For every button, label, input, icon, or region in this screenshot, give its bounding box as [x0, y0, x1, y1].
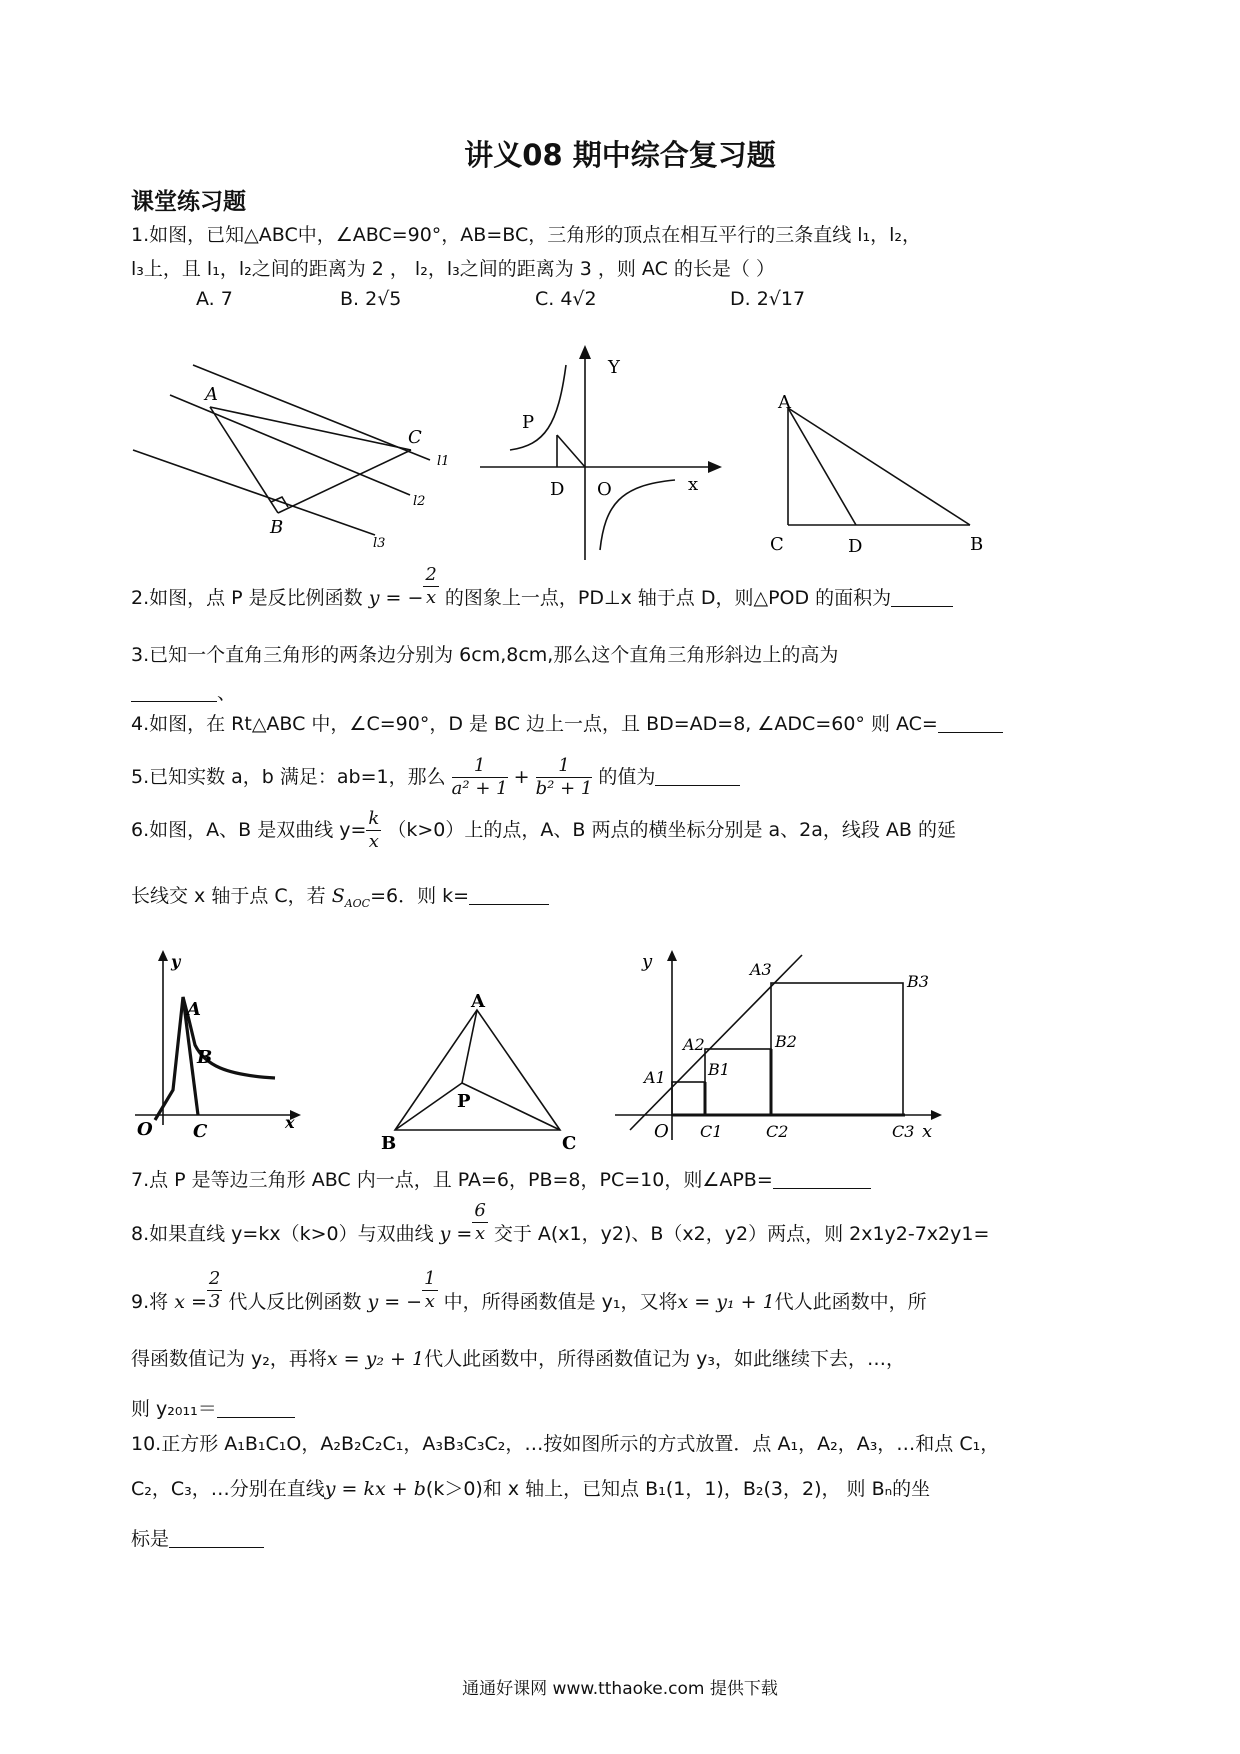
- answer-blank-9[interactable]: [217, 1399, 295, 1418]
- question-6-line2: 长线交 x 轴于点 C，若 $S_{AOC}=6$．则 k=: [131, 884, 549, 916]
- label-y: y: [642, 951, 653, 972]
- label-l2: l2: [413, 494, 426, 509]
- label-d: D: [550, 479, 565, 500]
- question-1-line2: l₃上，且 l₁，l₂之间的距离为 2 ， l₂，l₃之间的距离为 3 ，则 AC 的长是（ ）: [131, 258, 775, 280]
- x-axis-arrow: [708, 461, 722, 473]
- answer-blank-10[interactable]: [169, 1529, 264, 1548]
- label-o: O: [654, 1121, 669, 1142]
- label-a: A: [471, 991, 485, 1012]
- label-c: C: [562, 1133, 577, 1154]
- label-b: B: [970, 534, 984, 555]
- answer-blank-4[interactable]: [938, 714, 1003, 733]
- option-d: D. 2√17: [730, 288, 806, 310]
- figure-squares-on-line: [610, 945, 950, 1145]
- figure-parallel-lines-triangle: [125, 355, 455, 565]
- section-heading: 课堂练习题: [131, 189, 246, 215]
- segment-po: [557, 435, 585, 467]
- question-9-line1: 9.将 x = $\frac{2}{3}$ 代人反比例函数 y = − $\frac{1}{x}$ 中，所得函数值是 y₁，又将x = y₁ + 1代人此函数中，所: [131, 1268, 927, 1313]
- square-1: [672, 1082, 705, 1115]
- question-10-line2: C₂，C₃，…分别在直线y = kx + b(k＞0)和 x 轴上，已知点 B₁(1，1)，B₂(3，2)， 则 Bₙ的坐: [131, 1478, 931, 1500]
- option-a: A. 7: [196, 288, 233, 310]
- segment-ac: [210, 407, 411, 450]
- label-o: O: [597, 479, 612, 500]
- label-b: B: [270, 517, 284, 538]
- curve: [155, 997, 275, 1120]
- label-a: A: [205, 384, 218, 405]
- question-6-line1: 6.如图，A、B 是双曲线 y= $\frac{k}{x}$ （k>0）上的点，A、B 两点的横坐标分别是 a、2a，线段 AB 的延: [131, 808, 956, 852]
- label-y: Y: [608, 357, 620, 378]
- label-b1: B1: [708, 1060, 730, 1079]
- label-x: x: [688, 474, 699, 495]
- label-c: C: [770, 534, 784, 555]
- label-y: y: [171, 952, 181, 971]
- question-9-line2: 得函数值记为 y₂，再将x = y₂ + 1代人此函数中，所得函数值记为 y₃，如此继续下去，…，: [131, 1348, 905, 1370]
- label-a1: A1: [644, 1068, 666, 1087]
- question-2: 2.如图，点 P 是反比例函数 y = − $\frac{2}{x}$ 的图象上一点，PD⊥x 轴于点 D，则△POD 的面积为: [131, 586, 953, 610]
- label-c2: C2: [766, 1122, 789, 1141]
- question-4: 4.如图，在 Rt△ABC 中，∠C=90°，D 是 BC 边上一点，且 BD=AD=8, ∠ADC=60° 则 AC=: [131, 712, 1003, 736]
- label-l1: l1: [437, 454, 450, 469]
- question-1-line1: 1.如图，已知△ABC中，∠ABC=90°，AB=BC，三角形的顶点在相互平行的三条直线 l₁，l₂，: [131, 224, 922, 246]
- label-b: B: [381, 1133, 397, 1154]
- page-title: 讲义08 期中综合复习题: [464, 138, 776, 172]
- answer-blank-6[interactable]: [469, 886, 549, 905]
- answer-blank-3[interactable]: [131, 683, 217, 702]
- segment-ab: [210, 407, 278, 513]
- label-a2: A2: [683, 1035, 705, 1054]
- question-8: 8.如果直线 y=kx（k>0）与双曲线 y = $\frac{6}{x}$ 交于 A(x1，y2)、B（x2，y2）两点，则 2x1y2-7x2y1=: [131, 1200, 990, 1245]
- label-b3: B3: [907, 972, 929, 991]
- answer-blank-7[interactable]: [773, 1170, 871, 1189]
- label-c: C: [193, 1121, 208, 1142]
- line-l2: [170, 395, 410, 495]
- question-5: 5.已知实数 a，b 满足：ab=1，那么 $\frac{1}{\text{a² + 1}}$ + $\frac{1}{\text{b² + 1}}$ 的值为: [131, 755, 740, 800]
- label-x: x: [922, 1121, 933, 1142]
- figure-equilateral-triangle-p: [375, 991, 585, 1155]
- label-c3: C3: [892, 1122, 915, 1141]
- figure-hyperbola-pod: [470, 345, 730, 565]
- segment-bc: [278, 450, 411, 513]
- label-b2: B2: [775, 1032, 797, 1051]
- figure-right-triangle-abd: [760, 390, 1000, 560]
- y-axis-arrow: [579, 345, 591, 359]
- question-10-line1: 10.正方形 A₁B₁C₁O，A₂B₂C₂C₁，A₃B₃C₃C₂，…按如图所示的方式放置．点 A₁，A₂，A₃，…和点 C₁，: [131, 1433, 1000, 1455]
- segment-pb: [395, 1083, 462, 1130]
- label-c: C: [408, 427, 422, 448]
- question-3-line2: 、: [131, 681, 236, 705]
- segment-pc: [462, 1083, 560, 1130]
- segment-ab: [788, 408, 970, 525]
- line-l3: [133, 450, 375, 535]
- label-a: A: [187, 999, 201, 1020]
- label-p: P: [457, 1091, 471, 1112]
- label-p: P: [522, 412, 535, 433]
- question-7: 7.点 P 是等边三角形 ABC 内一点，且 PA=6，PB=8，PC=10，则∠APB=: [131, 1168, 871, 1192]
- answer-blank-5[interactable]: [655, 767, 740, 786]
- page-footer: 通通好课网 www.tthaoke.com 提供下载: [462, 1679, 778, 1699]
- question-10-line3: 标是: [131, 1527, 264, 1551]
- label-x: x: [285, 1113, 295, 1132]
- question-3-line1: 3.已知一个直角三角形的两条边分别为 6cm,8cm,那么这个直角三角形斜边上的高为: [131, 644, 839, 666]
- figure-peak-graph: [125, 945, 305, 1142]
- label-l3: l3: [373, 536, 386, 551]
- label-c1: C1: [700, 1122, 723, 1141]
- label-d: D: [848, 536, 863, 557]
- label-b: B: [197, 1047, 213, 1068]
- option-b: B. 2√5: [340, 288, 402, 310]
- answer-blank-2[interactable]: [891, 588, 953, 607]
- square-2: [705, 1049, 771, 1115]
- label-a: A: [778, 392, 791, 413]
- option-c: C. 4√2: [535, 288, 597, 310]
- segment-ad: [788, 408, 856, 525]
- label-a3: A3: [750, 960, 772, 979]
- label-o: O: [137, 1119, 153, 1140]
- question-9-line3: 则 y₂₀₁₁＝: [131, 1397, 295, 1421]
